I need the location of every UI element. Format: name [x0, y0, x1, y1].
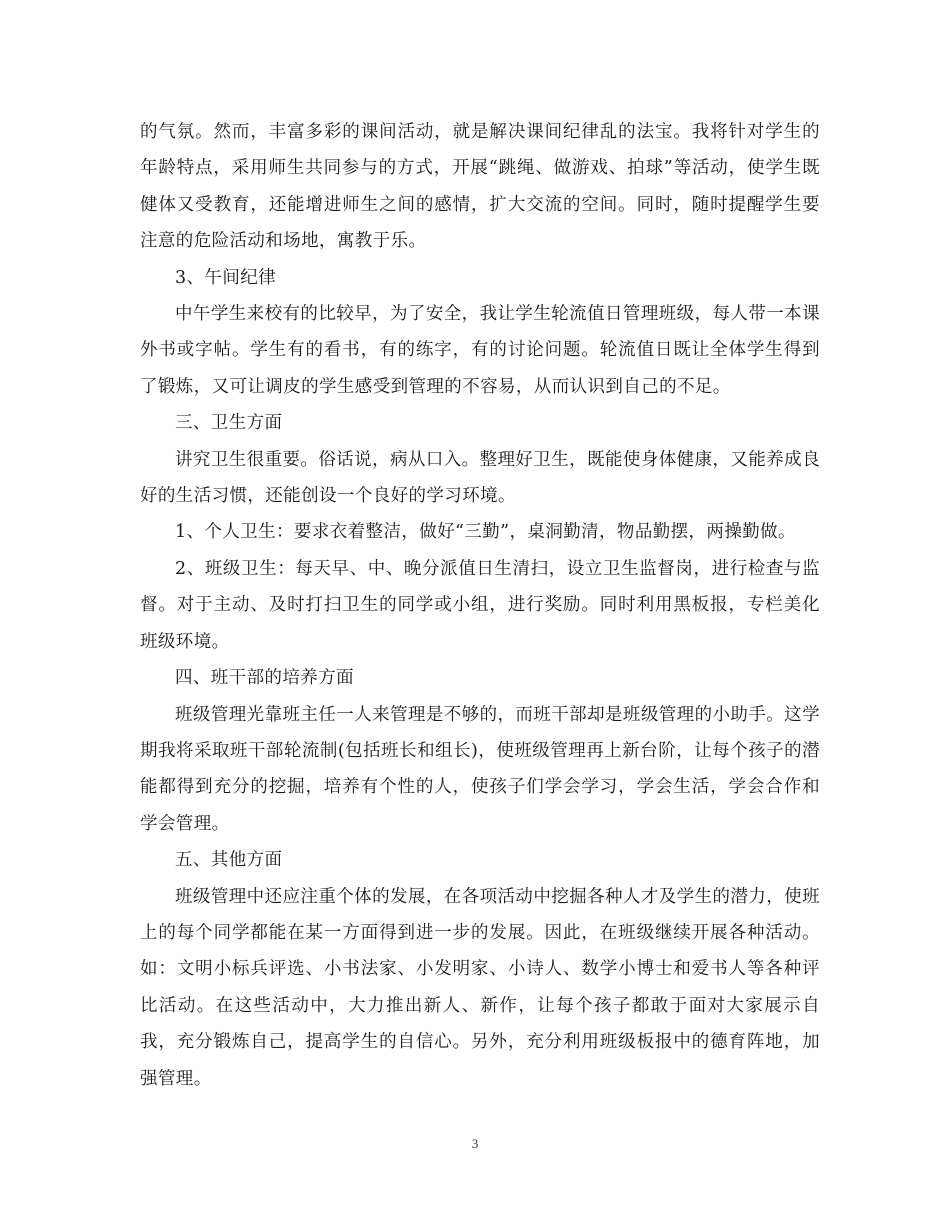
- paragraph-class-cadre: 班级管理光靠班主任一人来管理是不够的，而班干部却是班级管理的小助手。这学期我将采取班干部轮流制(包括班长和组长)，使班级管理再上新台阶，让每个孩子的潜能都得到充分的挖掘，培养有个性的人，使孩子们学会学习，学会生活，学会合作和学会管理。: [140, 704, 820, 834]
- paragraph-continuation: 的气氛。然而，丰富多彩的课间活动，就是解决课间纪律乱的法宝。我将针对学生的年龄特点，采用师生共同参与的方式，开展“跳绳、做游戏、拍球”等活动，使学生既健体又受教育，还能增进师生之间的感情，扩大交流的空间。同时，随时提醒学生要注意的危险活动和场地，寓教于乐。: [140, 122, 820, 252]
- heading-noon-discipline: 3、午间纪律: [175, 267, 277, 288]
- heading-class-cadre: 四、班干部的培养方面: [175, 668, 354, 689]
- heading-hygiene: 三、卫生方面: [175, 413, 283, 434]
- paragraph-noon-discipline: 中午学生来校有的比较早，为了安全，我让学生轮流值日管理班级，每人带一本课外书或字帖。学生有的看书，有的练字，有的讨论问题。轮流值日既让全体学生得到了锻炼，又可让调皮的学生感受到管理的不容易，从而认识到自己的不足。: [140, 304, 820, 397]
- paragraph-other: 班级管理中还应注重个体的发展，在各项活动中挖掘各种人才及学生的潜力，使班上的每个同学都能在某一方面得到进一步的发展。因此，在班级继续开展各种活动。如：文明小标兵评选、小书法家、小发明家、小诗人、数学小博士和爱书人等各种评比活动。在这些活动中，大力推出新人、新作，让每个孩子都敢于面对大家展示自我，充分锻炼自己，提高学生的自信心。另外，充分利用班级板报中的德育阵地，加强管理。: [140, 886, 820, 1089]
- heading-other: 五、其他方面: [175, 850, 283, 871]
- paragraph-personal-hygiene: 1、个人卫生：要求衣着整洁，做好“三勤”，桌洞勤清，物品勤摆，两操勤做。: [175, 522, 796, 543]
- page-number: 3: [471, 1136, 479, 1151]
- document-body: [140, 114, 820, 1097]
- paragraph-hygiene-intro: 讲究卫生很重要。俗话说，病从口入。整理好卫生，既能使身体健康，又能养成良好的生活习惯，还能创设一个良好的学习环境。: [140, 449, 820, 507]
- paragraph-class-hygiene: 2、班级卫生：每天早、中、晚分派值日生清扫，设立卫生监督岗，进行检查与监督。对于主动、及时打扫卫生的同学或小组，进行奖励。同时利用黑板报，专栏美化班级环境。: [140, 558, 820, 652]
